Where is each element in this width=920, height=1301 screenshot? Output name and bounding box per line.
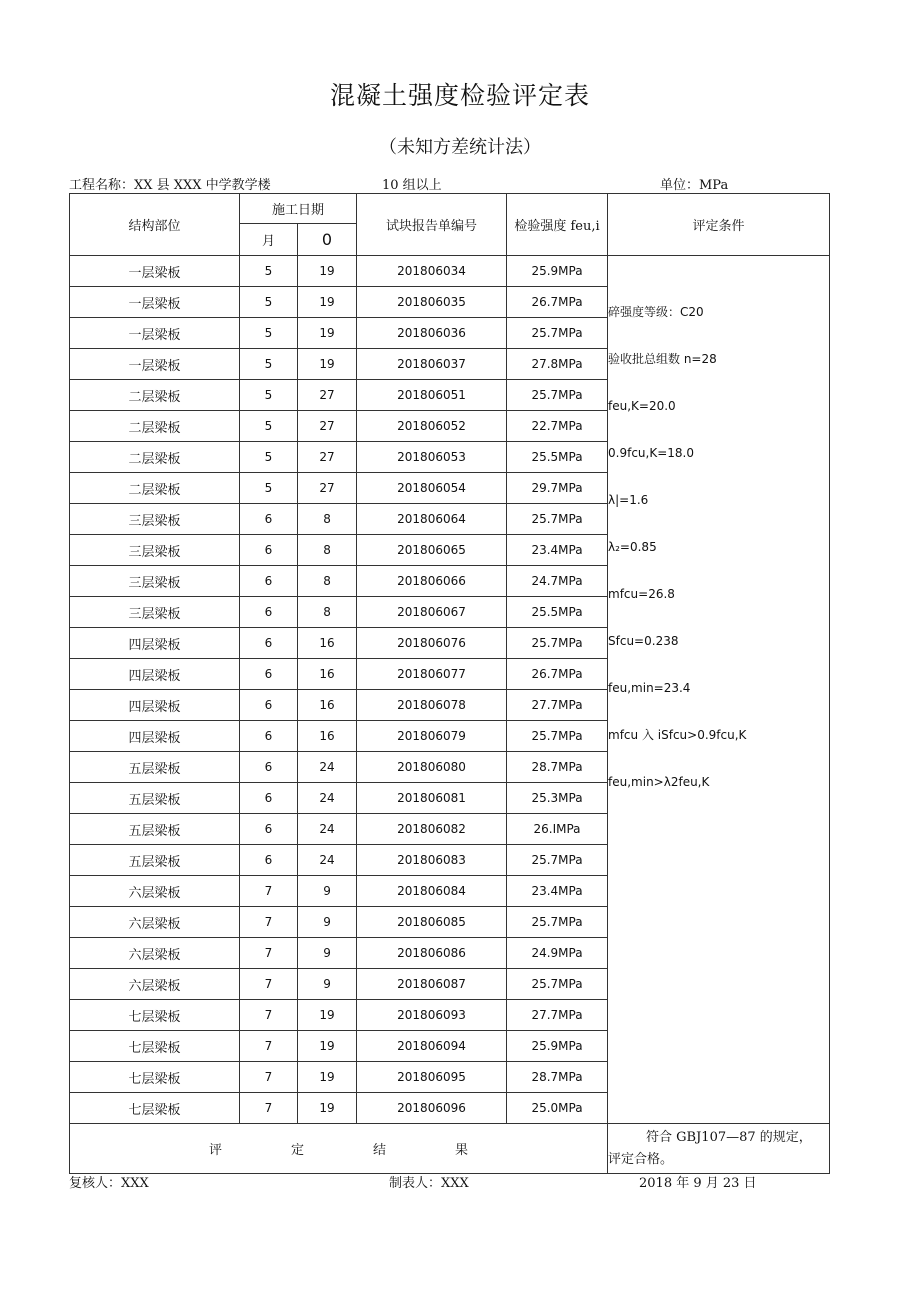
condition-line: feu,min=23.4 <box>608 681 691 695</box>
month-cell: 5 <box>240 442 298 473</box>
day-cell: 24 <box>298 845 357 876</box>
report-date: 2018 年 9 月 23 日 <box>639 1176 757 1191</box>
structure-part-cell: 二层梁板 <box>70 380 240 411</box>
report-number-cell: 201806078 <box>357 690 507 721</box>
day-cell: 24 <box>298 783 357 814</box>
strength-cell: 28.7MPa <box>507 752 608 783</box>
month-cell: 5 <box>240 256 298 287</box>
month-cell: 7 <box>240 1031 298 1062</box>
report-number-cell: 201806085 <box>357 907 507 938</box>
report-number-cell: 201806035 <box>357 287 507 318</box>
structure-part-cell: 四层梁板 <box>70 628 240 659</box>
header-strength: 检验强度 feu,i <box>507 194 608 256</box>
structure-part-cell: 四层梁板 <box>70 690 240 721</box>
month-cell: 6 <box>240 535 298 566</box>
structure-part-cell: 六层梁板 <box>70 938 240 969</box>
structure-part-cell: 一层梁板 <box>70 256 240 287</box>
strength-cell: 25.9MPa <box>507 256 608 287</box>
month-cell: 5 <box>240 349 298 380</box>
strength-cell: 25.5MPa <box>507 442 608 473</box>
strength-cell: 25.7MPa <box>507 628 608 659</box>
strength-cell: 24.9MPa <box>507 938 608 969</box>
report-number-cell: 201806084 <box>357 876 507 907</box>
strength-cell: 23.4MPa <box>507 535 608 566</box>
month-cell: 6 <box>240 628 298 659</box>
header-report: 试块报告单编号 <box>357 194 507 256</box>
strength-table <box>69 193 830 1174</box>
report-number-cell: 201806087 <box>357 969 507 1000</box>
month-cell: 7 <box>240 1093 298 1124</box>
strength-cell: 26.IMPa <box>507 814 608 845</box>
month-cell: 5 <box>240 318 298 349</box>
day-cell: 16 <box>298 628 357 659</box>
day-cell: 9 <box>298 907 357 938</box>
structure-part-cell: 七层梁板 <box>70 1031 240 1062</box>
project-name: 工程名称：XX 县 XXX 中学教学楼 <box>69 178 271 193</box>
result-text-line1: 符合 GBJ107—87 的规定， <box>646 1129 812 1145</box>
report-number-cell: 201806093 <box>357 1000 507 1031</box>
strength-cell: 27.7MPa <box>507 1000 608 1031</box>
header-conditions: 评定条件 <box>608 194 830 256</box>
strength-cell: 23.4MPa <box>507 876 608 907</box>
condition-line: feu,K=20.0 <box>608 399 676 413</box>
structure-part-cell: 四层梁板 <box>70 721 240 752</box>
structure-part-cell: 七层梁板 <box>70 1093 240 1124</box>
day-cell: 27 <box>298 380 357 411</box>
day-cell: 19 <box>298 349 357 380</box>
structure-part-cell: 一层梁板 <box>70 318 240 349</box>
month-cell: 7 <box>240 938 298 969</box>
report-number-cell: 201806064 <box>357 504 507 535</box>
month-cell: 5 <box>240 380 298 411</box>
condition-line: mfcu=26.8 <box>608 587 675 601</box>
month-cell: 6 <box>240 814 298 845</box>
strength-cell: 25.7MPa <box>507 721 608 752</box>
report-number-cell: 201806080 <box>357 752 507 783</box>
result-text-line2: 评定合格。 <box>608 1151 674 1167</box>
month-cell: 5 <box>240 287 298 318</box>
report-number-cell: 201806052 <box>357 411 507 442</box>
condition-line: mfcu 入 iSfcu>0.9fcu,K <box>608 728 747 742</box>
structure-part-cell: 七层梁板 <box>70 1062 240 1093</box>
report-number-cell: 201806034 <box>357 256 507 287</box>
structure-part-cell: 五层梁板 <box>70 814 240 845</box>
day-cell: 27 <box>298 473 357 504</box>
report-number-cell: 201806037 <box>357 349 507 380</box>
month-cell: 6 <box>240 659 298 690</box>
strength-cell: 29.7MPa <box>507 473 608 504</box>
report-number-cell: 201806036 <box>357 318 507 349</box>
strength-cell: 22.7MPa <box>507 411 608 442</box>
strength-cell: 26.7MPa <box>507 287 608 318</box>
header-month: 月 <box>240 224 298 256</box>
header-part: 结构部位 <box>70 194 240 256</box>
structure-part-cell: 六层梁板 <box>70 876 240 907</box>
structure-part-cell: 三层梁板 <box>70 597 240 628</box>
day-cell: 27 <box>298 411 357 442</box>
day-cell: 8 <box>298 566 357 597</box>
reviewer: 复核人：XXX <box>69 1176 149 1191</box>
header-day: 0 <box>298 224 357 256</box>
month-cell: 6 <box>240 690 298 721</box>
report-number-cell: 201806081 <box>357 783 507 814</box>
strength-cell: 26.7MPa <box>507 659 608 690</box>
day-cell: 19 <box>298 287 357 318</box>
strength-cell: 25.7MPa <box>507 907 608 938</box>
month-cell: 7 <box>240 1000 298 1031</box>
strength-cell: 24.7MPa <box>507 566 608 597</box>
month-cell: 5 <box>240 473 298 504</box>
conditions-cell <box>608 256 830 1124</box>
group-count: 10 组以上 <box>382 178 442 193</box>
structure-part-cell: 一层梁板 <box>70 287 240 318</box>
day-cell: 19 <box>298 1031 357 1062</box>
report-number-cell: 201806054 <box>357 473 507 504</box>
month-cell: 6 <box>240 597 298 628</box>
structure-part-cell: 二层梁板 <box>70 442 240 473</box>
condition-line: 0.9fcu,K=18.0 <box>608 446 694 460</box>
result-label-char: 评 <box>208 1143 222 1158</box>
report-number-cell: 201806096 <box>357 1093 507 1124</box>
result-text <box>608 1124 830 1174</box>
day-cell: 16 <box>298 721 357 752</box>
day-cell: 19 <box>298 318 357 349</box>
strength-cell: 25.7MPa <box>507 318 608 349</box>
strength-cell: 25.7MPa <box>507 845 608 876</box>
strength-cell: 25.7MPa <box>507 969 608 1000</box>
strength-cell: 25.7MPa <box>507 380 608 411</box>
structure-part-cell: 一层梁板 <box>70 349 240 380</box>
month-cell: 7 <box>240 876 298 907</box>
header-date: 施工日期 <box>240 194 357 224</box>
report-number-cell: 201806095 <box>357 1062 507 1093</box>
structure-part-cell: 五层梁板 <box>70 752 240 783</box>
report-number-cell: 201806053 <box>357 442 507 473</box>
condition-line: 碎强度等级：C20 <box>608 305 704 319</box>
report-number-cell: 201806051 <box>357 380 507 411</box>
day-cell: 19 <box>298 1062 357 1093</box>
structure-part-cell: 二层梁板 <box>70 473 240 504</box>
report-number-cell: 201806083 <box>357 845 507 876</box>
strength-cell: 25.9MPa <box>507 1031 608 1062</box>
day-cell: 8 <box>298 504 357 535</box>
condition-line: Sfcu=0.238 <box>608 634 679 648</box>
structure-part-cell: 三层梁板 <box>70 535 240 566</box>
report-number-cell: 201806065 <box>357 535 507 566</box>
page-title: 混凝土强度检验评定表 <box>329 81 590 110</box>
month-cell: 7 <box>240 907 298 938</box>
report-number-cell: 201806076 <box>357 628 507 659</box>
report-number-cell: 201806082 <box>357 814 507 845</box>
result-label-char: 结 <box>372 1143 386 1158</box>
table-row <box>70 256 830 287</box>
report-number-cell: 201806066 <box>357 566 507 597</box>
month-cell: 6 <box>240 566 298 597</box>
structure-part-cell: 四层梁板 <box>70 659 240 690</box>
day-cell: 24 <box>298 752 357 783</box>
day-cell: 19 <box>298 256 357 287</box>
report-number-cell: 201806094 <box>357 1031 507 1062</box>
structure-part-cell: 七层梁板 <box>70 1000 240 1031</box>
result-label <box>70 1124 608 1174</box>
structure-part-cell: 三层梁板 <box>70 566 240 597</box>
result-row <box>70 1124 830 1174</box>
condition-line: λ₂=0.85 <box>608 540 657 554</box>
report-number-cell: 201806067 <box>357 597 507 628</box>
day-cell: 8 <box>298 597 357 628</box>
result-label-char: 果 <box>454 1143 468 1158</box>
structure-part-cell: 五层梁板 <box>70 783 240 814</box>
report-number-cell: 201806079 <box>357 721 507 752</box>
month-cell: 7 <box>240 1062 298 1093</box>
strength-cell: 27.7MPa <box>507 690 608 721</box>
day-cell: 16 <box>298 659 357 690</box>
strength-cell: 27.8MPa <box>507 349 608 380</box>
month-cell: 6 <box>240 783 298 814</box>
page-subtitle: （未知方差统计法） <box>379 137 541 158</box>
day-cell: 8 <box>298 535 357 566</box>
day-cell: 9 <box>298 876 357 907</box>
month-cell: 6 <box>240 504 298 535</box>
strength-cell: 28.7MPa <box>507 1062 608 1093</box>
condition-line: 验收批总组数 n=28 <box>608 352 717 366</box>
structure-part-cell: 六层梁板 <box>70 969 240 1000</box>
unit-label: 单位：MPa <box>660 178 729 193</box>
day-cell: 9 <box>298 938 357 969</box>
structure-part-cell: 五层梁板 <box>70 845 240 876</box>
structure-part-cell: 三层梁板 <box>70 504 240 535</box>
condition-line: feu,min>λ2feu,K <box>608 775 710 789</box>
report-number-cell: 201806077 <box>357 659 507 690</box>
structure-part-cell: 二层梁板 <box>70 411 240 442</box>
strength-cell: 25.5MPa <box>507 597 608 628</box>
day-cell: 19 <box>298 1093 357 1124</box>
month-cell: 6 <box>240 721 298 752</box>
strength-cell: 25.7MPa <box>507 504 608 535</box>
day-cell: 24 <box>298 814 357 845</box>
result-label-char: 定 <box>290 1143 304 1158</box>
month-cell: 7 <box>240 969 298 1000</box>
preparer: 制表人：XXX <box>389 1176 469 1191</box>
day-cell: 19 <box>298 1000 357 1031</box>
strength-cell: 25.0MPa <box>507 1093 608 1124</box>
month-cell: 6 <box>240 752 298 783</box>
structure-part-cell: 六层梁板 <box>70 907 240 938</box>
day-cell: 9 <box>298 969 357 1000</box>
day-cell: 16 <box>298 690 357 721</box>
report-number-cell: 201806086 <box>357 938 507 969</box>
condition-line: λ|=1.6 <box>608 493 649 507</box>
strength-cell: 25.3MPa <box>507 783 608 814</box>
month-cell: 6 <box>240 845 298 876</box>
day-cell: 27 <box>298 442 357 473</box>
month-cell: 5 <box>240 411 298 442</box>
